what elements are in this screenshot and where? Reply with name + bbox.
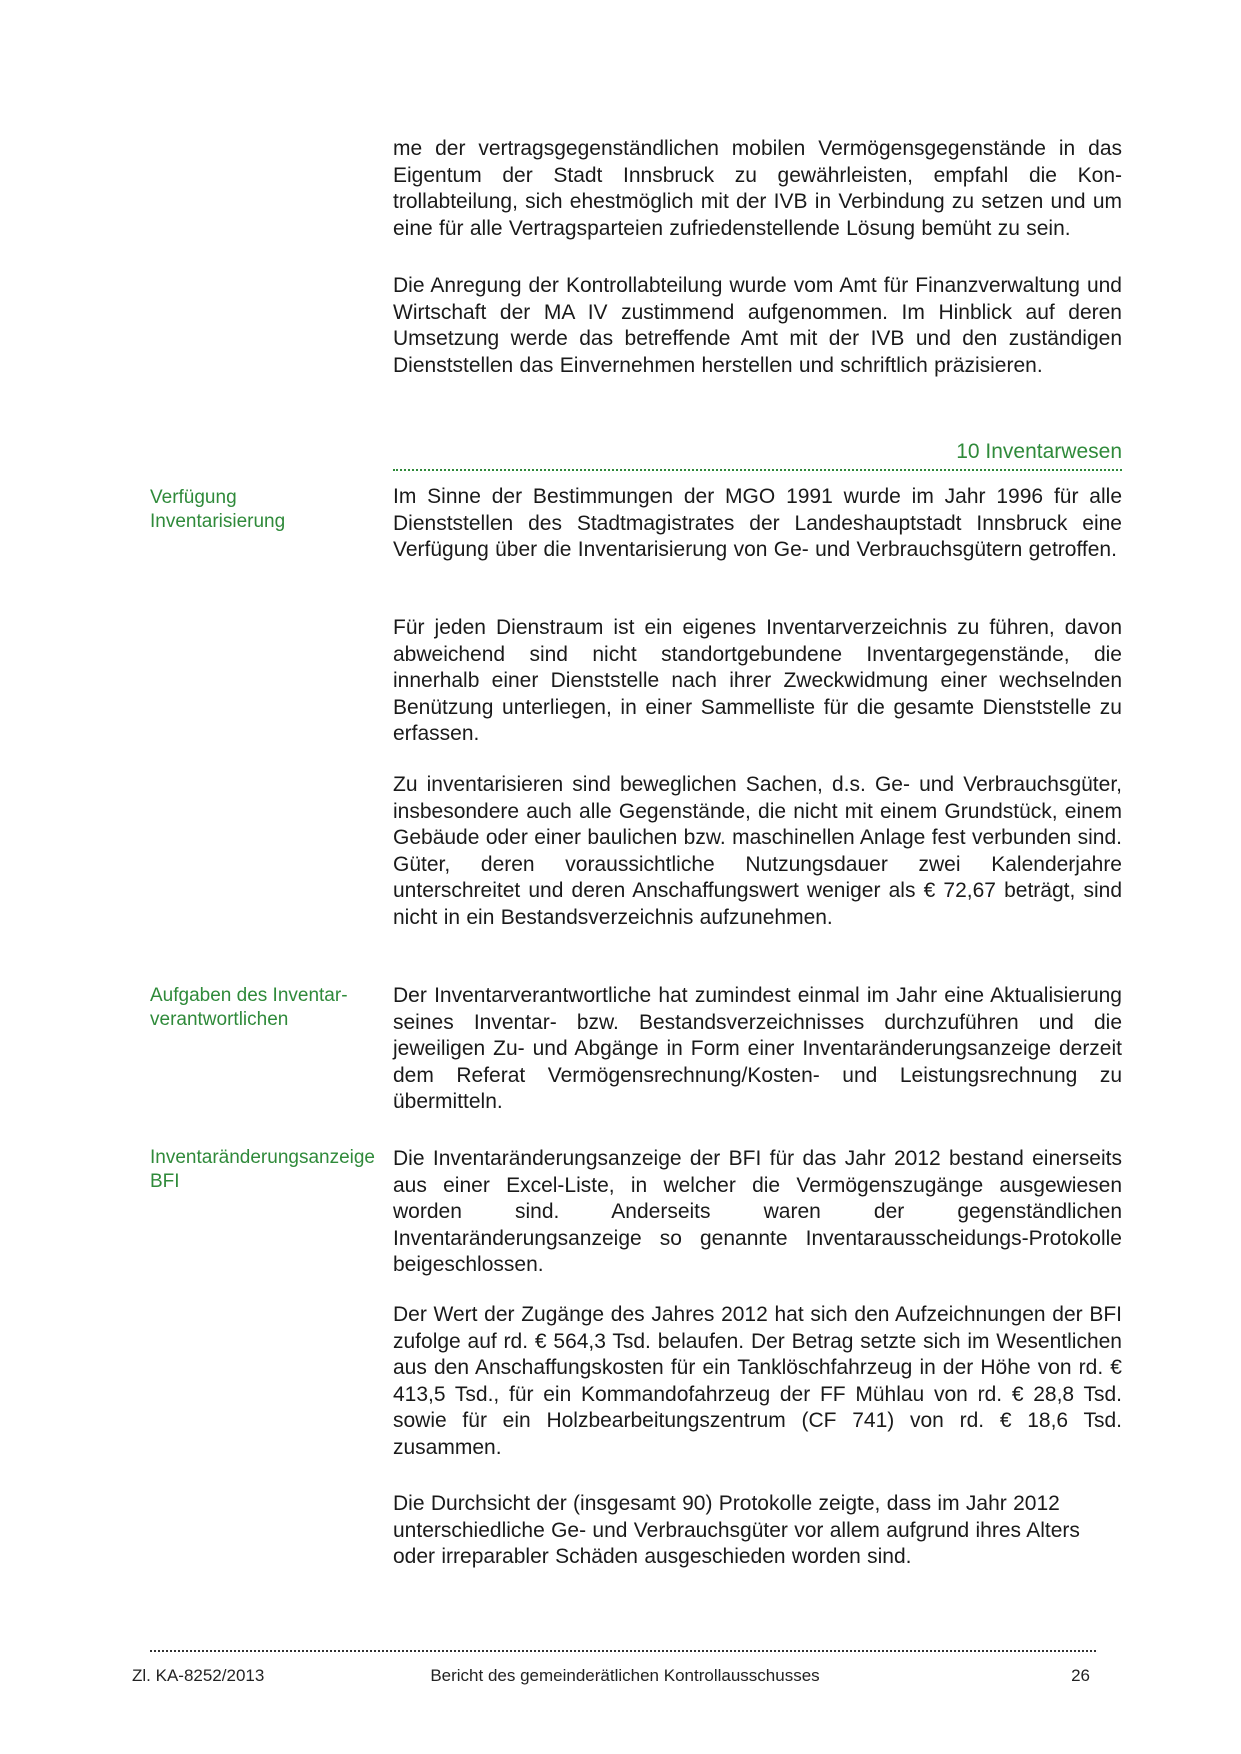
paragraph-mgo-1991: Im Sinne der Bestimmungen der MGO 1991 wurde im Jahr 1996 für alle Dienststellen des Stadtmagistrates der Landeshauptstadt Innsbruck eine Verfügung über die Inventarisierung von Ge- und Verbrauchsgütern getroffen. (393, 485, 1122, 561)
side-note-inventaraenderung: Inventaränderungsanzeige BFI (150, 1147, 376, 1192)
paragraph-zugaenge-2012: Der Wert der Zugänge des Jahres 2012 hat sich den Aufzeichnungen der BFI zufolge auf rd. € 564,3 Tsd. belaufen. Der Betrag setzte sich im Wesentlichen aus den Anschaffungskosten für ein Tanklöschfahrzeug in der Höhe von rd. € 413,5 Tsd., für ein Kommandofahrzeug der FF Mühlau von rd. € 28,8 Tsd. sowie für ein Holzbearbeitungszentrum (CF 741) von rd. € 18,6 Tsd. zusammen. (393, 1303, 1122, 1459)
paragraph-protokolle: Die Durchsicht der (insgesamt 90) Protokolle zeigte, dass im Jahr 2012 unterschiedliche Ge- und Verbrauchsgüter vor allem aufgrund ihres Alters oder irreparabler Schäden ausgeschieden worden sind. (393, 1492, 1080, 1568)
paragraph-inventarisieren: Zu inventarisieren sind beweglichen Sachen, d.s. Ge- und Verbrauchsgüter, insbesondere auch alle Gegenstände, die nicht mit einem Grundstück, einem Gebäude oder einer baulichen bzw. maschinellen Anlage fest verbunden sind. Güter, deren voraussichtliche Nutzungsdauer zwei Kalenderjahre unterschreitet und deren Anschaffungswert weniger als € 72,67 beträgt, sind nicht in ein Bestandsverzeichnis aufzunehmen. (393, 773, 1122, 929)
side-note-aufgaben: Aufgaben des Inventarverantwortlichen (150, 985, 348, 1030)
page-number: 26 (1071, 1666, 1090, 1685)
section-divider (393, 469, 1122, 471)
footer-title: Bericht des gemeinderätlichen Kontrollausschusses (430, 1666, 820, 1685)
paragraph-finance-response: Die Anregung der Kontrollabteilung wurde vom Amt für Finanzverwaltung und Wirtschaft der MA IV zustimmend aufgenommen. Im Hinblick auf deren Umsetzung werde das betreffende Amt mit der IVB und den zuständigen Dienststellen das Einvernehmen herstellen und schriftlich präzisieren. (393, 274, 1122, 377)
paragraph-dienstraum: Für jeden Dienstraum ist ein eigenes Inventarverzeichnis zu führen, davon abweichend sind nicht standortgebundene Inventargegenstände, die innerhalb einer Dienststelle nach ihrer Zweckwidmung einer wechselnden Benützung unterliegen, in einer Sammelliste für die gesamte Dienststelle zu erfassen. (393, 616, 1122, 745)
paragraph-inventaraenderungsanzeige: Die Inventaränderungsanzeige der BFI für das Jahr 2012 bestand einerseits aus einer Excel-Liste, in welcher die Vermögenszugänge ausgewiesen worden sind. Anderseits waren der gegenständlichen Inventaränderungsanzeige so genannte Inventarausscheidungs-Protokolle beigeschlossen. (393, 1147, 1122, 1276)
paragraph-ivb-ownership: me der vertragsgegenständlichen mobilen Vermögensgegenstände in das Eigentum der Stadt Innsbruck zu gewährleisten, empfahl die Kontrollabteilung, sich ehestmöglich mit der IVB in Verbindung zu setzen und um eine für alle Vertragsparteien zufriedenstellende Lösung bemüht zu sein. (393, 137, 1122, 240)
side-note-verfuegung: Verfügung Inventarisierung (150, 487, 286, 532)
footer-reference: Zl. KA-8252/2013 (132, 1666, 265, 1685)
section-heading-inventarwesen: 10 Inventarwesen (956, 440, 1122, 463)
footer-divider (150, 1650, 1096, 1652)
paragraph-inventarverantwortlicher: Der Inventarverantwortliche hat zumindest einmal im Jahr eine Aktualisierung seines Inventar- bzw. Bestandsverzeichnisses durchzuführen und die jeweiligen Zu- und Abgänge in Form einer Inventaränderungsanzeige derzeit dem Referat Vermögensrechnung/Kosten- und Leistungsrechnung zu übermitteln. (393, 984, 1122, 1113)
